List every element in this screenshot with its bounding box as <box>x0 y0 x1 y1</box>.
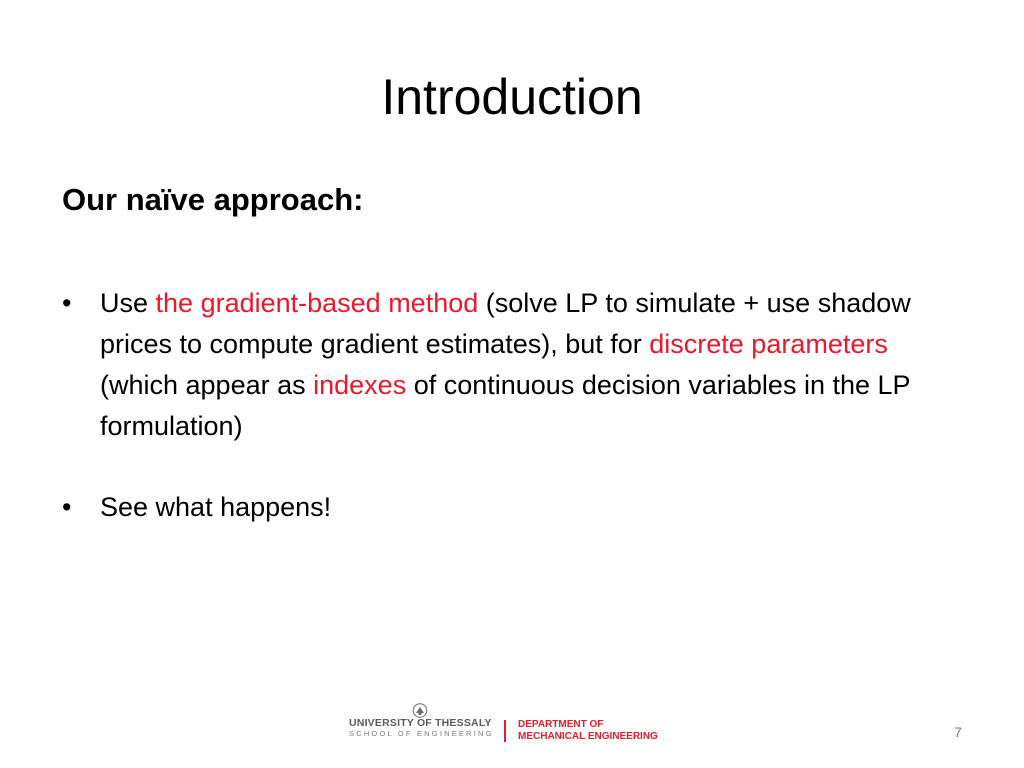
bullet-marker: • <box>62 288 72 318</box>
bullet-text-part: (which appear as <box>100 370 314 400</box>
bullet-text <box>100 288 911 441</box>
logo-divider <box>504 720 506 742</box>
university-wordmark <box>349 717 494 739</box>
bullet-text-part: (solve LP to simulate + use shadow prices to compute gradient estimates), but for <box>100 288 911 359</box>
department-line-2: MECHANICAL ENGINEERING <box>518 731 658 742</box>
page-number: 7 <box>954 724 962 740</box>
school-name: SCHOOL OF ENGINEERING <box>349 729 494 738</box>
slide-title: Introduction <box>381 69 643 125</box>
university-name: UNIVERSITY OF THESSALY <box>349 717 492 729</box>
bullet-text <box>100 492 331 522</box>
bullet-text-part: Use <box>100 288 156 318</box>
highlighted-term: discrete parameters <box>649 329 888 359</box>
highlighted-term: the gradient-based method <box>155 288 479 318</box>
bullet-item <box>62 283 962 447</box>
bullet-item <box>62 487 962 528</box>
bullet-text-part: of continuous decision variables in the LP formulation) <box>100 370 911 441</box>
department-line-1: DEPARTMENT OF <box>518 719 604 730</box>
highlighted-term: indexes <box>313 370 407 400</box>
university-emblem-icon <box>411 703 429 718</box>
slide-subheading: Our naïve approach: <box>62 182 364 217</box>
bullet-marker: • <box>62 492 72 522</box>
footer-logo <box>349 703 679 745</box>
bullet-list <box>62 283 962 568</box>
bullet-text-part: See what happens! <box>100 492 332 522</box>
department-wordmark <box>518 719 683 743</box>
